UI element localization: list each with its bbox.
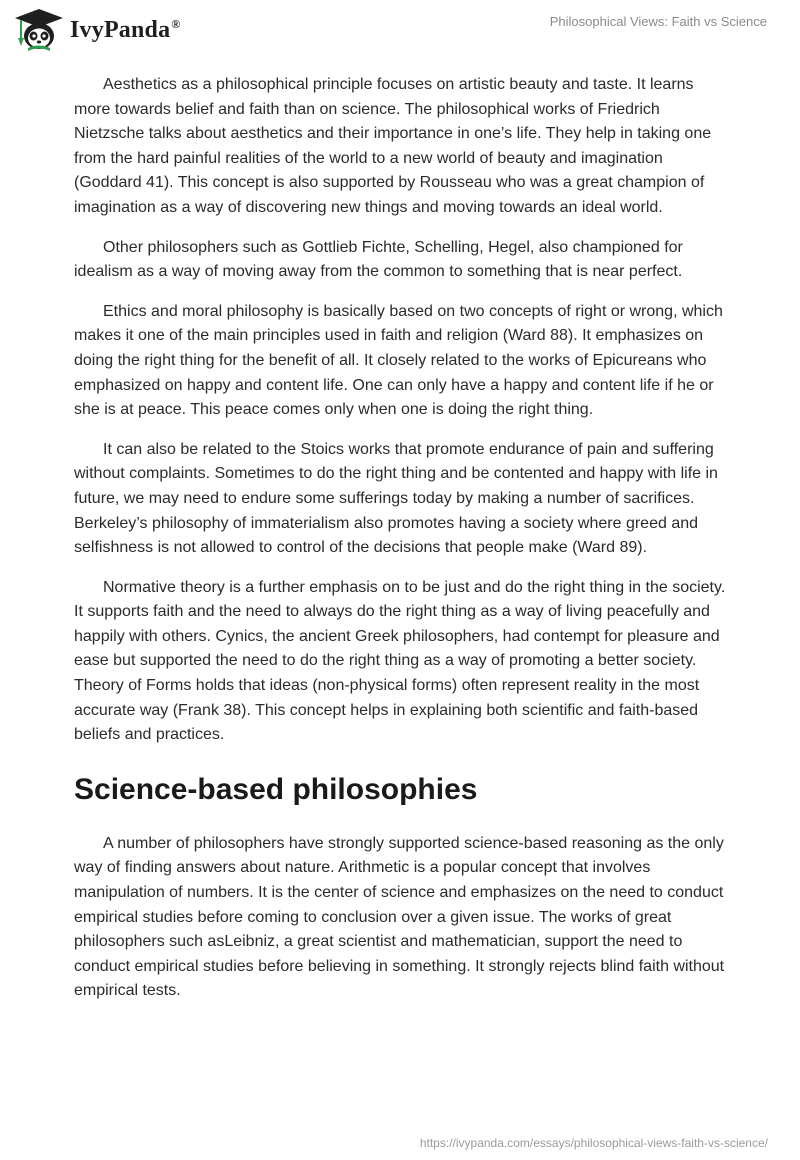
paragraph: Aesthetics as a philosophical principle focuses on artistic beauty and taste. It learns more towards belief and faith than on science. The philosophical works of Friedrich Nietzsche talks about aesthetics and their importance in one’s life. They help in taking one from the hard painful realities of the world to a new world of beauty and imagination (Goddard 41). This concept is also supported by Rousseau who was a great champion of imagination as a way of discovering new things and moving towards an ideal world. (74, 76, 712, 216)
essay-body (74, 73, 728, 1019)
registered-mark: ® (171, 16, 181, 31)
ivypanda-logo[interactable] (14, 8, 180, 52)
panda-graduate-icon (14, 8, 64, 52)
section-heading: Science-based philosophies (74, 772, 478, 806)
page-header (0, 0, 800, 64)
paragraph: A number of philosophers have strongly supported science-based reasoning as the only way of finding answers about nature. Arithmetic is a popular concept that involves manipulation of numbers. It is the center of science and emphasizes on the need to conduct empirical studies before coming to conclusion over a given issue. The works of great philosophers such asLeibniz, a great scientist and mathematician, support the need to conduct empirical studies before believing in something. It strongly rejects blind faith without empirical tests. (74, 834, 725, 1000)
paragraph: Other philosophers such as Gottlieb Fichte, Schelling, Hegel, also championed for idealism as a way of moving away from the common to something that is near perfect. (74, 238, 683, 281)
paragraph: It can also be related to the Stoics works that promote endurance of pain and suffering without complaints. Sometimes to do the right thing and be contented and happy with life in future, we may need to endure some sufferings today by making a number of sacrifices. Berkeley’s philosophy of immaterialism also promotes having a society where greed and selfishness is not allowed to control of the decisions that people make (Ward 89). (74, 440, 718, 557)
document-title: Philosophical Views: Faith vs Science (549, 14, 767, 29)
paragraph: Normative theory is a further emphasis on to be just and do the right thing in the society. It supports faith and the need to always do the right thing as a way of living peacefully and happily with others. Cynics, the ancient Greek philosophers, had contempt for pleasure and ease but supported the need to do the right thing as a way of promoting a better society. Theory of Forms holds that ideas (non-physical forms) often represent reality in the most accurate way (Frank 38). This concept helps in explaining both scientific and faith-based beliefs and practices. (74, 578, 726, 744)
paragraph: Ethics and moral philosophy is basically based on two concepts of right or wrong, which makes it one of the main principles used in faith and religion (Ward 88). It emphasizes on doing the right thing for the benefit of all. It closely related to the works of Epicureans who emphasized on happy and content life. One can only have a happy and content life if he or she is at peace. This peace comes only when one is doing the right thing. (74, 302, 723, 419)
brand-name: IvyPanda® (70, 16, 181, 43)
source-url[interactable]: https://ivypanda.com/essays/philosophical-views-faith-vs-science/ (419, 1136, 768, 1150)
